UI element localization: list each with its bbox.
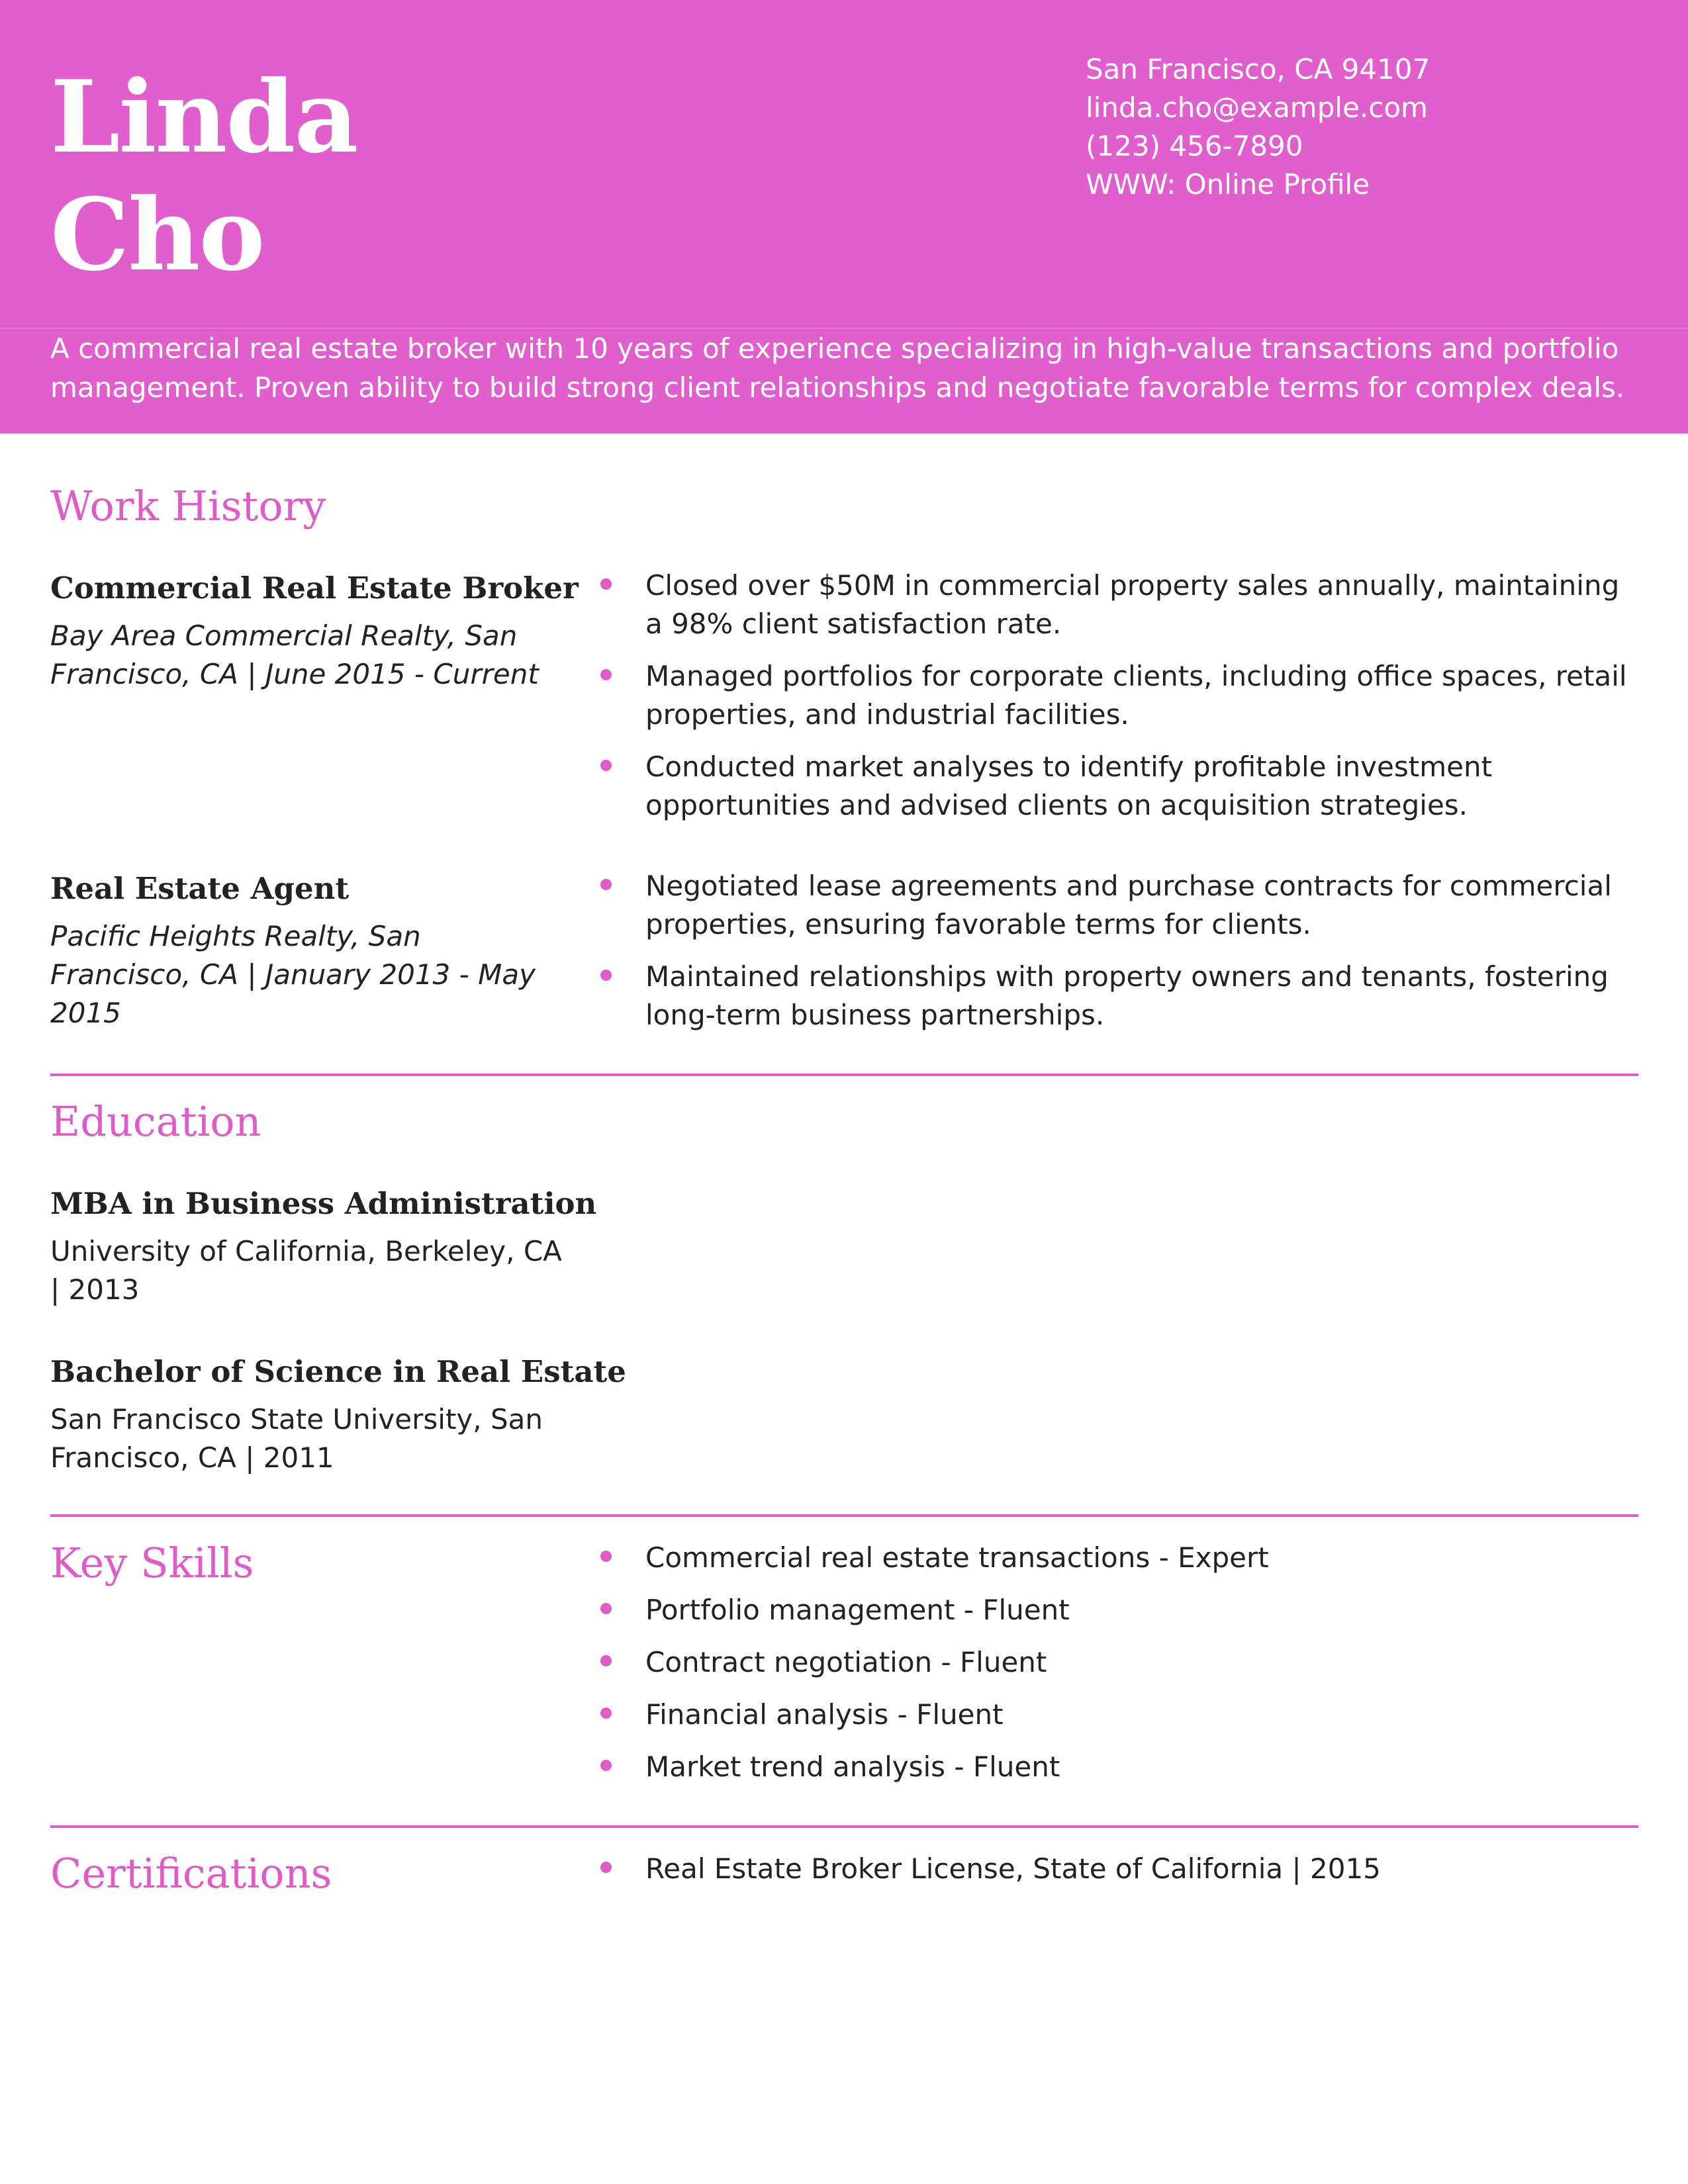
- bullet-icon: [600, 1862, 612, 1873]
- contact-website: WWW: Online Profile: [1086, 168, 1370, 201]
- section-divider: [50, 1514, 1638, 1517]
- summary-text: A commercial real estate broker with 10 years of experience specializing in high-value transactions and portfolio management. Proven ability to build strong client relationships and negotiate favorable terms for complex deals.: [50, 332, 1625, 404]
- section-divider: [50, 1073, 1638, 1076]
- job-bullets: [645, 867, 1645, 1048]
- bullet-icon: [600, 970, 612, 981]
- job-title: Real Estate Agent: [50, 871, 350, 906]
- education-details: University of California, Berkeley, CA | 2013: [50, 1235, 562, 1306]
- list-item: Financial analysis - Fluent: [645, 1696, 1645, 1734]
- bullet-icon: [600, 879, 612, 890]
- job-company: Pacific Heights Realty: [50, 920, 351, 952]
- job-bullets: [645, 567, 1645, 839]
- candidate-name: [50, 58, 357, 294]
- list-item: Portfolio management - Fluent: [645, 1591, 1645, 1629]
- job-location-dates: , San Francisco, CA | June 2015 - Current: [50, 619, 539, 690]
- skills-list: [645, 1539, 1645, 1800]
- last-name: Cho: [50, 177, 264, 293]
- job-title: Commercial Real Estate Broker: [50, 570, 579, 606]
- section-title-key-skills: Key Skills: [50, 1539, 254, 1587]
- bullet-icon: [600, 1707, 612, 1719]
- section-title-education: Education: [50, 1097, 261, 1146]
- section-divider: [50, 1825, 1638, 1828]
- list-item: Contract negotiation - Fluent: [645, 1643, 1645, 1682]
- list-item: Real Estate Broker License, State of California | 2015: [645, 1850, 1645, 1888]
- contact-email: linda.cho@example.com: [1086, 91, 1428, 124]
- contact-phone: (123) 456-7890: [1086, 130, 1303, 162]
- list-item: Managed portfolios for corporate clients, including office spaces, retail properties, and industrial facilities.: [645, 657, 1645, 734]
- education-degree: MBA in Business Administration: [50, 1186, 597, 1221]
- job-company-location-dates: [50, 917, 567, 1032]
- job-company: Bay Area Commercial Realty: [50, 619, 447, 652]
- bullet-icon: [600, 669, 612, 680]
- education-degree: Bachelor of Science in Real Estate: [50, 1354, 626, 1389]
- first-name: Linda: [50, 59, 357, 175]
- professional-summary: [0, 328, 1688, 433]
- contact-info: [1086, 50, 1430, 204]
- certifications-list: [645, 1850, 1645, 1902]
- bullet-icon: [600, 1655, 612, 1666]
- list-item: Maintained relationships with property owners and tenants, fostering long-term business partnerships.: [645, 958, 1645, 1034]
- education-details: San Francisco State University, San Francisco, CA | 2011: [50, 1403, 543, 1474]
- list-item: Negotiated lease agreements and purchase contracts for commercial properties, ensuring favorable terms for clients.: [645, 867, 1645, 944]
- resume-header: [0, 0, 1688, 328]
- bullet-icon: [600, 1551, 612, 1562]
- list-item: Market trend analysis - Fluent: [645, 1748, 1645, 1786]
- list-item: Commercial real estate transactions - Expert: [645, 1539, 1645, 1577]
- job-location-dates: , San Francisco, CA | January 2013 - May 2015: [50, 920, 536, 1029]
- job-company-location-dates: [50, 617, 567, 694]
- bullet-icon: [600, 1603, 612, 1614]
- list-item: Conducted market analyses to identify profitable investment opportunities and advised clients on acquisition strategies.: [645, 748, 1645, 825]
- section-title-work-history: Work History: [50, 482, 326, 530]
- bullet-icon: [600, 760, 612, 771]
- contact-address: San Francisco, CA 94107: [1086, 53, 1430, 85]
- list-item: Closed over $50M in commercial property sales annually, maintaining a 98% client satisfaction rate.: [645, 567, 1645, 643]
- bullet-icon: [600, 1760, 612, 1771]
- bullet-icon: [600, 578, 612, 590]
- section-title-certifications: Certifications: [50, 1849, 332, 1897]
